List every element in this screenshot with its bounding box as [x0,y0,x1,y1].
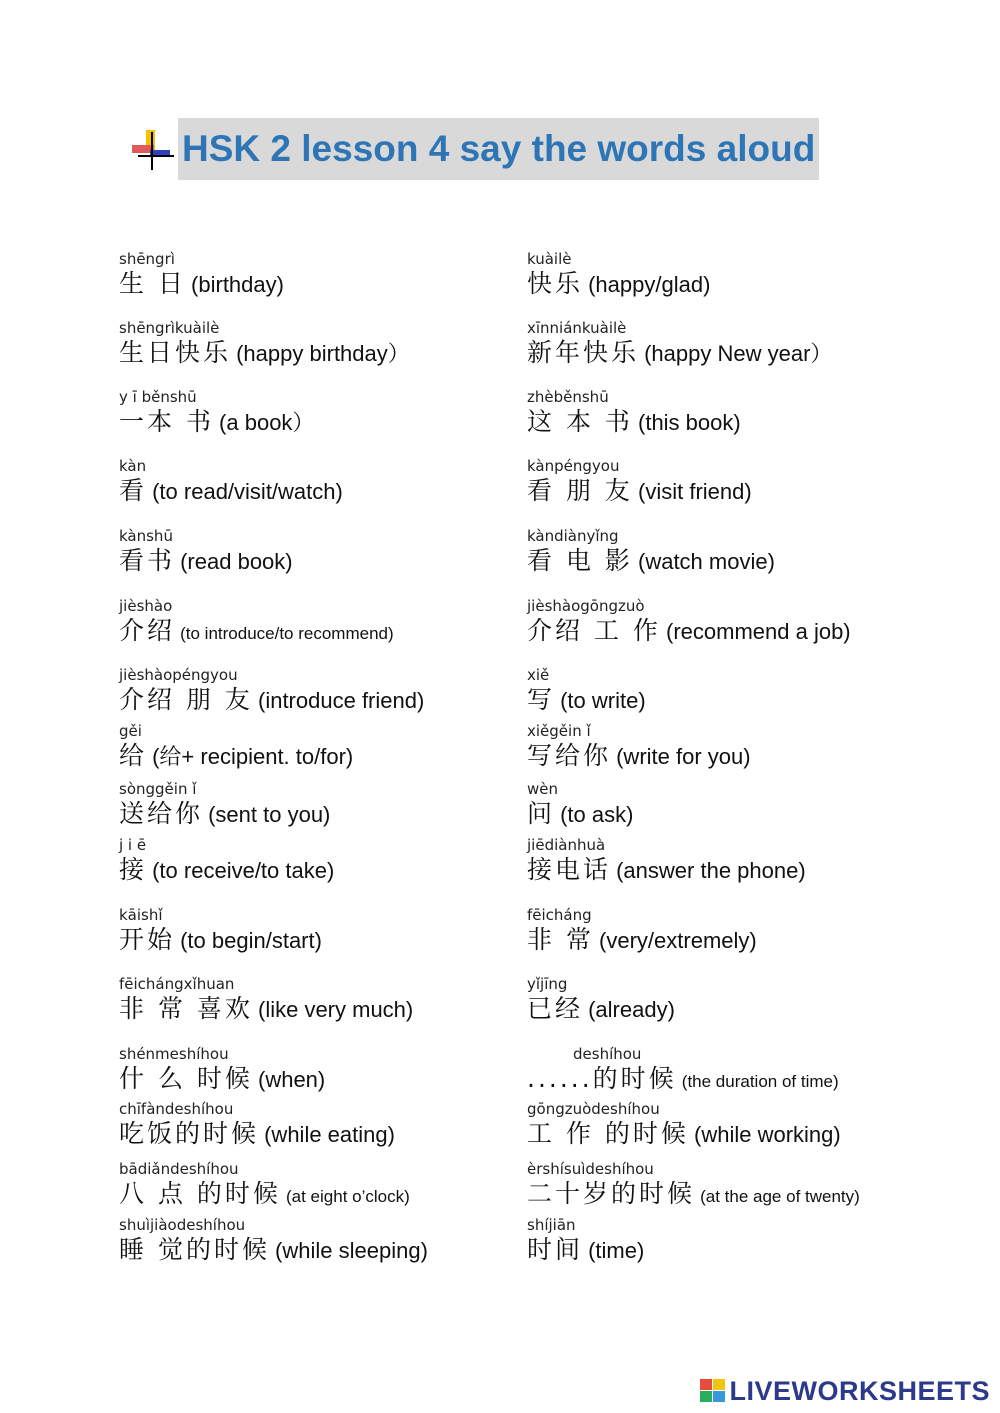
english-meaning: (happy/glad) [588,272,711,297]
english-meaning: (sent to you) [208,802,331,827]
hanzi: 给 [119,741,148,770]
english-meaning: (a book） [219,410,315,435]
pinyin: gěi [119,722,142,740]
english-meaning: (answer the phone) [616,858,806,883]
english-meaning: (happy birthday） [236,341,410,366]
english-meaning: (to introduce/to recommend) [180,624,394,643]
pinyin: xiěgěin ǐ [527,722,591,740]
english-meaning: (time) [588,1238,645,1263]
english-meaning: (while working) [694,1122,841,1147]
pinyin: shēngrìkuàilè [119,319,220,337]
english-meaning: (already) [588,997,675,1022]
hanzi: ......的时候 [527,1064,677,1093]
liveworksheets-logo-icon [700,1379,726,1403]
english-meaning: (very/extremely) [599,928,757,953]
hanzi: 送给你 [119,799,204,828]
english-meaning: (the duration of time) [681,1072,839,1091]
english-meaning: (to read/visit/watch) [152,479,343,504]
hanzi: 已经 [527,994,584,1023]
english-meaning: (this book) [638,410,741,435]
hanzi: 写 [527,685,556,714]
pinyin: jièshào [119,597,173,615]
hanzi: 时间 [527,1235,584,1264]
hanzi: 一本 书 [119,407,214,436]
pinyin: kuàilè [527,250,572,268]
english-meaning: (write for you) [616,744,751,769]
hanzi: 什 么 时候 [119,1064,253,1093]
pinyin: fēicháng [527,906,592,924]
pinyin: kàndiànyǐng [527,527,619,545]
pinyin: wèn [527,780,559,798]
pinyin: jiēdiànhuà [527,836,606,854]
pinyin: gōngzuòdeshíhou [527,1100,660,1118]
hanzi: 看 [119,476,148,505]
hanzi: 开始 [119,925,176,954]
english-meaning: (like very much) [258,997,414,1022]
pinyin: y ī běnshū [119,388,197,406]
pinyin: èrshísuìdeshíhou [527,1160,654,1178]
hanzi: 接电话 [527,855,612,884]
english-meaning: (to begin/start) [180,928,322,953]
hanzi: 介绍 工 作 [527,616,661,645]
hanzi: 新年快乐 [527,338,640,367]
pinyin: kàn [119,457,147,475]
hanzi: 看 朋 友 [527,476,633,505]
hanzi: 介绍 [119,616,176,645]
hanzi: 快乐 [527,269,584,298]
english-meaning: (introduce friend) [258,688,425,713]
pinyin: zhèběnshū [527,388,609,406]
pinyin: xīnniánkuàilè [527,319,627,337]
english-meaning: (watch movie) [638,549,775,574]
english-meaning: (给+ recipient. to/for) [152,744,354,769]
pinyin: chīfàndeshíhou [119,1100,234,1118]
hanzi: 生 日 [119,269,186,298]
hanzi: 看书 [119,546,176,575]
english-meaning: (read book) [180,549,293,574]
hanzi: 吃饭的时候 [119,1119,260,1148]
hanzi: 睡 觉的时候 [119,1235,270,1264]
hanzi: 工 作 的时候 [527,1119,689,1148]
pinyin: deshíhou [573,1045,642,1063]
hanzi: 生日快乐 [119,338,232,367]
pinyin: j i ē [119,836,147,854]
pinyin: kāishǐ [119,906,163,924]
pinyin: shēngrì [119,250,175,268]
hanzi: 二十岁的时候 [527,1179,696,1208]
hanzi: 看 电 影 [527,546,633,575]
english-meaning: (to write) [560,688,646,713]
hanzi: 这 本 书 [527,407,633,436]
english-meaning: (when) [258,1067,326,1092]
footer-brand [700,1377,990,1405]
pinyin: yǐjīng [527,975,568,993]
english-meaning: (to ask) [560,802,634,827]
pinyin: kànshū [119,527,173,545]
pinyin: jièshàopéngyou [119,666,238,684]
english-meaning: (at eight o’clock) [286,1187,410,1206]
pinyin: shíjiān [527,1216,576,1234]
pinyin: shénmeshíhou [119,1045,229,1063]
hanzi: 介绍 朋 友 [119,685,253,714]
pinyin: kànpéngyou [527,457,620,475]
english-meaning: (at the age of twenty) [700,1187,860,1206]
english-meaning: (birthday) [191,272,284,297]
pinyin: xiě [527,666,550,684]
english-meaning: (while sleeping) [275,1238,428,1263]
hanzi: 问 [527,799,556,828]
brand-name: LIVEWORKSHEETS [729,1375,990,1406]
pinyin: fēichángxǐhuan [119,975,235,993]
english-meaning: (visit friend) [638,479,752,504]
english-meaning: (to receive/to take) [152,858,335,883]
pinyin: sònggěin ǐ [119,780,197,798]
english-meaning: (happy New year） [644,341,833,366]
english-meaning: (while eating) [264,1122,395,1147]
page-title: HSK 2 lesson 4 say the words aloud [178,118,819,180]
hanzi: 写给你 [527,741,612,770]
hanzi: 八 点 的时候 [119,1179,281,1208]
hanzi: 接 [119,855,148,884]
hanzi: 非 常 喜欢 [119,994,253,1023]
pinyin: shuìjiàodeshíhou [119,1216,246,1234]
english-meaning: (recommend a job) [666,619,851,644]
hanzi: 非 常 [527,925,594,954]
pinyin: jièshàogōngzuò [527,597,645,615]
pinyin: bādiǎndeshíhou [119,1160,239,1178]
pin-icon [130,126,176,172]
